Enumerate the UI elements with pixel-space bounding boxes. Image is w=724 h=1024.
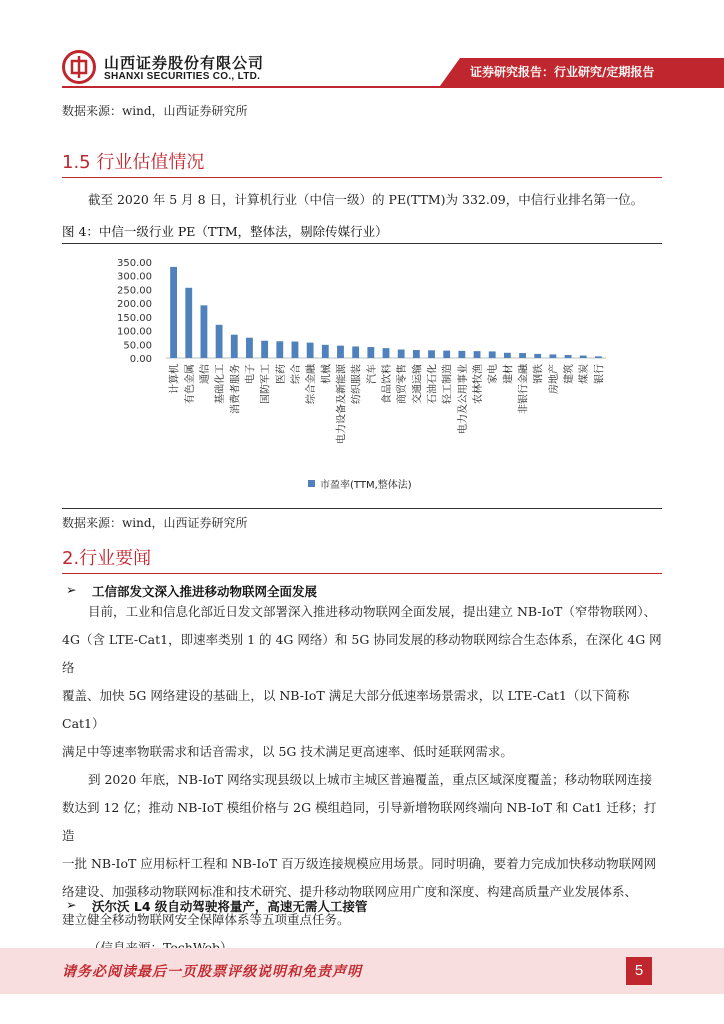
chart-bar bbox=[443, 351, 450, 358]
chart-bar bbox=[383, 348, 390, 358]
chart-bar bbox=[352, 346, 359, 358]
header-divider bbox=[62, 86, 724, 88]
section-2-title: 2.行业要闻 bbox=[62, 548, 152, 569]
company-name-en: SHANXI SECURITIES CO., LTD. bbox=[104, 71, 261, 82]
x-tick-label: 交通运输 bbox=[412, 364, 424, 404]
x-tick-label: 非银行金融 bbox=[518, 364, 530, 415]
chart-bar bbox=[549, 354, 556, 358]
chart-bar bbox=[276, 341, 283, 358]
news-2-title: 沃尔沃 L4 级自动驾驶将量产，高速无需人工接管 bbox=[92, 899, 368, 914]
x-tick-label: 纺织服装 bbox=[351, 364, 363, 404]
x-tick-label: 家电 bbox=[488, 364, 500, 384]
section-1-5-rule bbox=[62, 177, 662, 178]
chart-bar bbox=[474, 351, 481, 358]
chart-bar bbox=[216, 325, 223, 358]
chart-bar bbox=[246, 338, 253, 358]
news-2-bullet: ➢ bbox=[66, 897, 77, 912]
y-tick-label: 250.00 bbox=[117, 285, 152, 297]
chart-bar bbox=[201, 305, 208, 358]
section-1-5-title: 1.5 行业估值情况 bbox=[62, 152, 205, 173]
x-tick-label: 综合金融 bbox=[306, 364, 318, 404]
y-tick-label: 0.00 bbox=[129, 354, 152, 365]
x-tick-label: 房地产 bbox=[548, 364, 560, 394]
x-tick-label: 基础化工 bbox=[215, 364, 227, 404]
pe-bar-chart bbox=[62, 246, 662, 508]
footer-disclaimer: 请务必阅读最后一页股票评级说明和免责声明 bbox=[62, 964, 362, 980]
x-tick-label: 机械 bbox=[321, 364, 333, 384]
logo-mark-icon bbox=[65, 53, 93, 81]
chart-bar bbox=[292, 342, 299, 358]
y-tick-label: 150.00 bbox=[117, 312, 152, 324]
x-tick-label: 有色金属 bbox=[184, 364, 196, 404]
x-tick-label: 电力及公用事业 bbox=[457, 364, 469, 434]
company-name-cn: 山西证券股份有限公司 bbox=[104, 54, 265, 72]
chart-bar bbox=[307, 343, 314, 358]
x-tick-label: 商贸零售 bbox=[397, 364, 409, 404]
news-1-line: 一批 NB-IoT 应用标杆工程和 NB-IoT 百万级连接规模应用场景。同时明确，要着力完成加快移动物联网网 bbox=[62, 856, 657, 871]
x-tick-label: 综合 bbox=[290, 364, 302, 384]
chart-bar bbox=[261, 341, 268, 358]
news-1-line: 建立健全移动物联网安全保障体系等五项重点任务。 bbox=[62, 912, 350, 927]
x-tick-label: 计算机 bbox=[169, 364, 181, 394]
valuation-paragraph: 截至 2020 年 5 月 8 日，计算机行业（中信一级）的 PE(TTM)为 332.09，中信行业排名第一位。 bbox=[88, 192, 644, 207]
chart-bar bbox=[185, 288, 192, 358]
data-source-top: 数据来源：wind，山西证券研究所 bbox=[62, 104, 248, 118]
x-tick-label: 石油石化 bbox=[427, 364, 439, 404]
x-tick-label: 轻工制造 bbox=[442, 364, 454, 404]
y-tick-label: 300.00 bbox=[117, 271, 152, 283]
y-tick-label: 50.00 bbox=[123, 340, 152, 352]
chart-bar bbox=[428, 350, 435, 358]
chart-bar bbox=[580, 356, 587, 358]
x-tick-label: 国防军工 bbox=[260, 364, 272, 404]
legend-swatch bbox=[308, 480, 315, 487]
y-tick-label: 100.00 bbox=[117, 326, 152, 338]
x-tick-label: 银行 bbox=[594, 364, 606, 384]
chart-bar bbox=[398, 349, 405, 358]
figure-top-rule bbox=[62, 243, 662, 244]
news-1-title: 工信部发文深入推进移动物联网全面发展 bbox=[92, 584, 318, 599]
chart-bar bbox=[595, 356, 602, 358]
section-2-rule bbox=[62, 573, 662, 574]
legend-label: 市盈率(TTM,整体法) bbox=[320, 480, 412, 491]
news-1-line: 到 2020 年底，NB-IoT 网络实现县级以上城市主城区普遍覆盖，重点区域深度覆盖；移动物联网连接 bbox=[88, 772, 653, 787]
chart-bar bbox=[458, 351, 465, 358]
x-tick-label: 医药 bbox=[275, 364, 287, 384]
x-tick-label: 通信 bbox=[199, 364, 211, 384]
x-tick-label: 建筑 bbox=[564, 364, 576, 384]
report-type: 证券研究报告：行业研究/定期报告 bbox=[470, 65, 655, 79]
x-tick-label: 消费者服务 bbox=[230, 364, 242, 414]
news-1-line: 目前，工业和信息化部近日发文部署深入推进移动物联网全面发展，提出建立 NB-IoT（窄带物联网）、 bbox=[88, 604, 657, 619]
x-tick-label: 建材 bbox=[503, 364, 515, 384]
x-tick-label: 汽车 bbox=[366, 364, 378, 384]
figure-bottom-rule bbox=[62, 508, 662, 509]
chart-bar bbox=[504, 353, 511, 358]
news-1-line: 4G（含 LTE-Cat1，即速率类别 1 的 4G 网络）和 5G 协同发展的移动物联网综合生态体系，在深化 4G 网络 bbox=[62, 632, 662, 675]
x-tick-label: 电子 bbox=[245, 364, 257, 384]
news-1-line: 络建设、加强移动物联网标准和技术研究、提升移动物联网应用广度和深度、构建高质量产业发展体系、 bbox=[62, 884, 638, 899]
news-1-bullet: ➢ bbox=[66, 582, 77, 597]
chart-bar bbox=[231, 335, 238, 358]
x-tick-label: 农林牧渔 bbox=[473, 364, 485, 404]
company-logo bbox=[62, 50, 96, 84]
y-tick-label: 350.00 bbox=[117, 258, 152, 269]
chart-bar bbox=[565, 355, 572, 358]
news-1-line: 数达到 12 亿；推动 NB-IoT 模组价格与 2G 模组趋同，引导新增物联网终端向 NB-IoT 和 Cat1 迁移；打造 bbox=[62, 800, 657, 843]
news-1-line: 覆盖、加快 5G 网络建设的基础上，以 NB-IoT 满足大部分低速率场景需求，以 LTE-Cat1（以下简称 Cat1） bbox=[62, 688, 630, 731]
y-tick-label: 200.00 bbox=[117, 299, 152, 311]
figure-4-caption: 图 4：中信一级行业 PE（TTM，整体法，剔除传媒行业） bbox=[62, 224, 388, 239]
chart-bar bbox=[337, 346, 344, 358]
chart-bar bbox=[413, 350, 420, 358]
x-tick-label: 钢铁 bbox=[533, 364, 545, 384]
news-1-line: 满足中等速率物联需求和话音需求，以 5G 技术满足更高速率、低时延联网需求。 bbox=[62, 744, 513, 759]
x-tick-label: 煤炭 bbox=[579, 364, 591, 384]
chart-bar bbox=[367, 347, 374, 358]
x-tick-label: 食品饮料 bbox=[382, 364, 393, 404]
chart-bar bbox=[322, 345, 329, 358]
chart-bar bbox=[170, 267, 177, 358]
page-number: 5 bbox=[626, 957, 652, 985]
chart-bar bbox=[534, 354, 541, 358]
chart-bar bbox=[489, 351, 496, 358]
data-source-chart: 数据来源：wind，山西证券研究所 bbox=[62, 516, 248, 530]
x-tick-label: 电力设备及新能源 bbox=[336, 364, 348, 444]
chart-bar bbox=[519, 353, 526, 358]
